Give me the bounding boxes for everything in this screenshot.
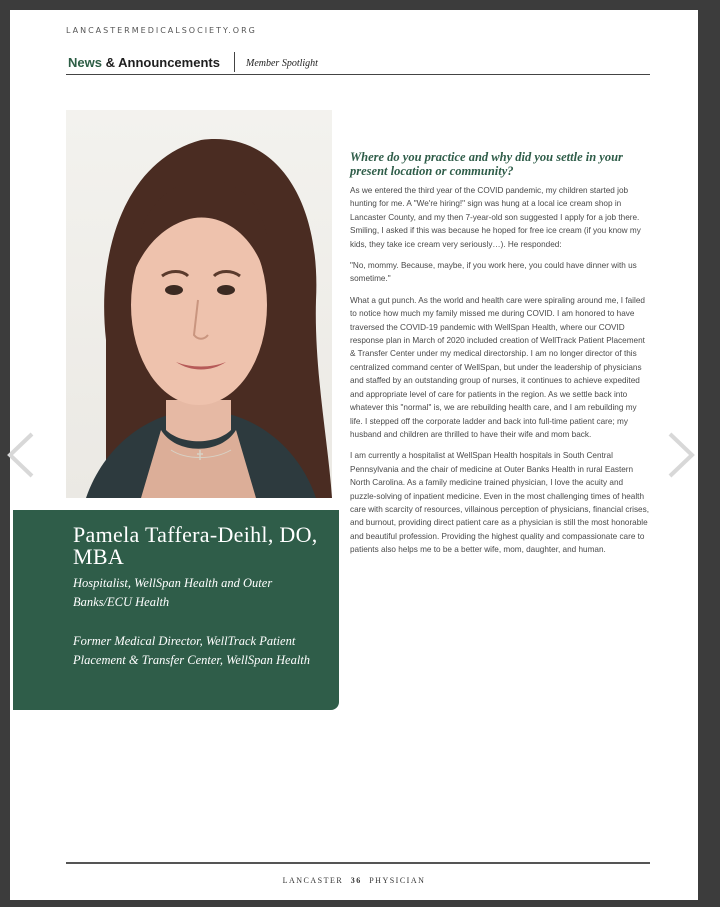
profile-name-card: [13, 510, 339, 710]
section-title-news: News: [68, 55, 102, 70]
article-question: Where do you practice and why did you settle in your present location or community?: [350, 150, 623, 178]
article-paragraph: "No, mommy. Because, maybe, if you work here, you could have dinner with us sometime.": [350, 261, 637, 284]
section-subtitle: Member Spotlight: [246, 58, 318, 69]
page-footer: [10, 876, 698, 885]
footer-rule: [66, 862, 650, 864]
chevron-left-icon: [6, 430, 36, 480]
article-paragraph: As we entered the third year of the COVID pandemic, my children started job hunting for me. A "We're hiring!" sign was hung at a local ice cream shop in Lancaster County, and my then 7-year-old son suggested I apply for a job there. Smiling, I asked if this was because he hoped for free ice cream (if you know my kids, they take ice cream very seriously…). He responded:: [350, 186, 641, 249]
chevron-right-icon: [666, 430, 696, 480]
section-title-rest: & Announcements: [105, 55, 220, 70]
header-divider: [234, 52, 235, 72]
portrait-illustration: [66, 110, 332, 498]
article-body: [350, 184, 650, 565]
magazine-page: [10, 10, 698, 900]
page-number: 36: [350, 876, 362, 885]
section-title: [68, 55, 220, 70]
site-url: LANCASTERMEDICALSOCIETY.ORG: [66, 26, 257, 35]
profile-role-former: Former Medical Director, WellTrack Patient Placement & Transfer Center, WellSpan Health: [73, 634, 311, 667]
profile-name: Pamela Taffera-Deihl, DO, MBA: [73, 522, 318, 569]
footer-left: LANCASTER: [282, 876, 344, 885]
previous-page-button[interactable]: [6, 430, 36, 480]
article-paragraph: What a gut punch. As the world and health care were spiraling around me, I failed to notice how much my family missed me during COVID. I am honored to have traversed the COVID-19 pandemic with WellSpan Health, where our COVID response plan in March of 2020 included creation of WellTrack Patient Placement & Transfer Center under my medical directorship. I am no longer director of this centralized command center of WellSpan, but under the leadership of physicians and staffed by an outstanding group of nurses, it continues to achieve expedited and appropriate level of care for patients in the region. As we settle back into whatever this "normal" is, we are rebuilding health care, and I am rebuilding my life. I stepped off the corporate ladder and back into full-time patient care; my husband and children are thrilled to have their wife and mom back.: [350, 295, 645, 439]
profile-role-current: Hospitalist, WellSpan Health and Outer Banks/ECU Health: [73, 576, 273, 609]
next-page-button[interactable]: [666, 430, 696, 480]
section-header: [66, 50, 650, 75]
portrait-photo: [66, 110, 332, 498]
article-paragraph: I am currently a hospitalist at WellSpan Health hospitals in South Central Pennsylvania and the chair of medicine at Outer Banks Health in rural Eastern North Carolina. As a family medicine trained physician, I love the acuity and puzzle-solving of inpatient medicine. Even in the most challenging times of health care with scarcity of resources, villainous perception of physicians, financial crises, and burnout, providing direct patient care as a physician is still the most honorable and beautiful profession. Providing the highest quality and compassionate care to patients also helps me to be a better wife, mom, daughter, and human.: [350, 451, 649, 555]
footer-right: PHYSICIAN: [369, 876, 426, 885]
